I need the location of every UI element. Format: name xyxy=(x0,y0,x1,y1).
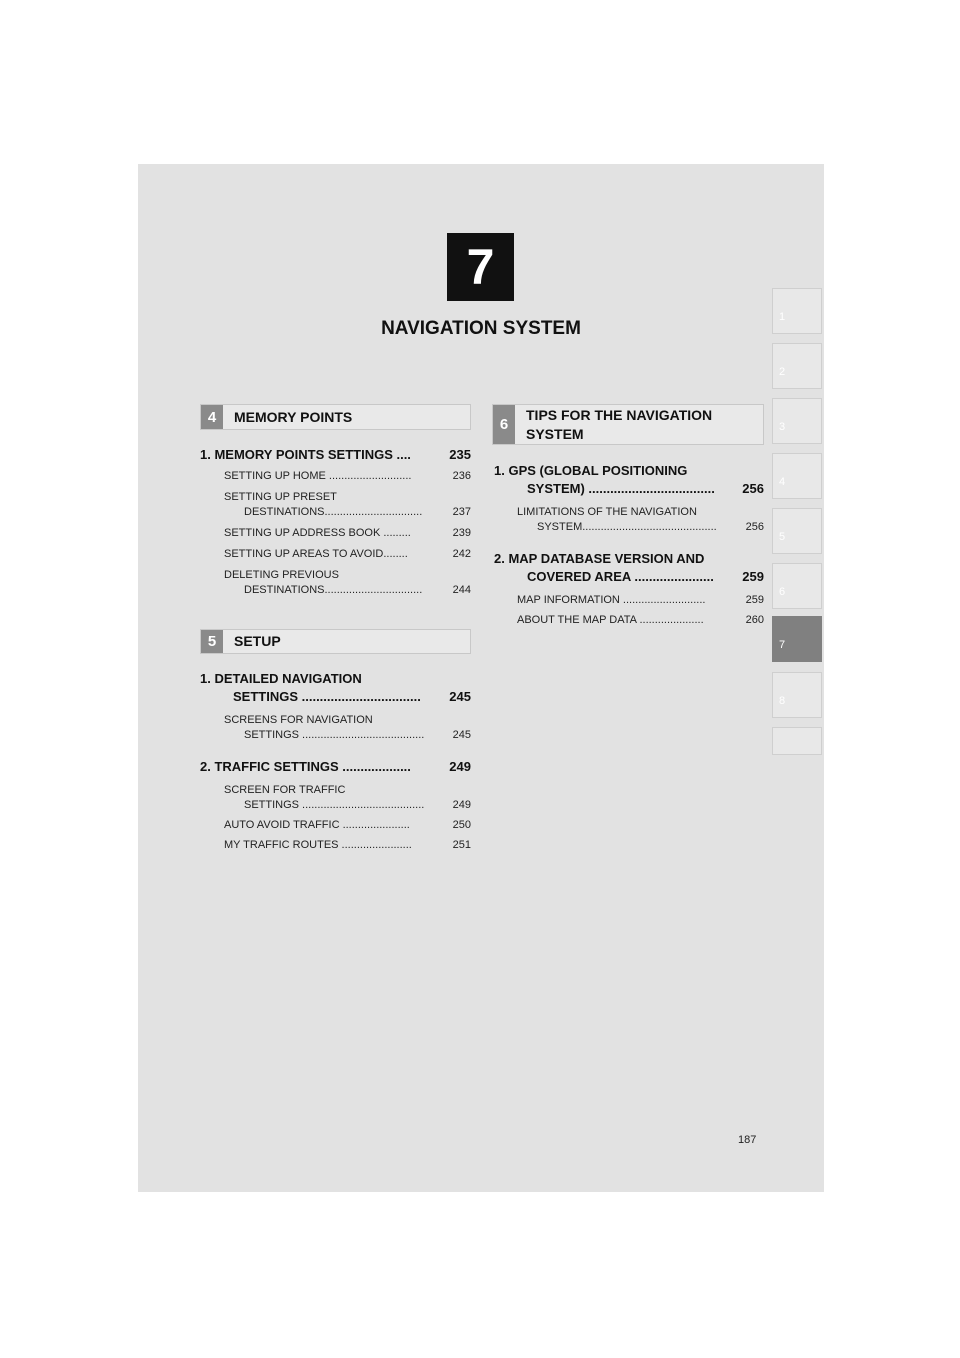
section-number: 6 xyxy=(493,405,515,444)
entry-page: 256 xyxy=(742,481,764,496)
toc-entry-sub[interactable] xyxy=(200,713,471,743)
toc-column-tips xyxy=(494,462,764,628)
toc-entry-sub[interactable] xyxy=(200,547,471,562)
toc-entry-sub[interactable] xyxy=(200,469,471,484)
entry-label: DESTINATIONS................................ xyxy=(244,584,423,596)
section-number: 5 xyxy=(201,630,223,653)
entry-page: 251 xyxy=(452,839,471,851)
toc-entry-sub[interactable] xyxy=(200,568,471,598)
section-header-tips xyxy=(492,404,764,445)
entry-label: SYSTEM) ................................... xyxy=(527,481,715,496)
tab-7[interactable]: 7 xyxy=(772,616,822,662)
entry-label: SCREENS FOR NAVIGATION xyxy=(224,714,373,726)
entry-label: 1. MEMORY POINTS SETTINGS .... xyxy=(200,447,411,462)
entry-label: 1. GPS (GLOBAL POSITIONING xyxy=(494,463,688,478)
entry-label: DESTINATIONS................................ xyxy=(244,506,423,518)
section-header-memory-points xyxy=(200,404,471,430)
section-title-line: TIPS FOR THE NAVIGATION xyxy=(526,406,713,423)
entry-page: 245 xyxy=(449,689,471,704)
entry-label: SCREEN FOR TRAFFIC xyxy=(224,784,346,796)
tab-5[interactable]: 5 xyxy=(772,508,822,554)
section-title-line: SYSTEM xyxy=(526,425,584,442)
entry-page: 239 xyxy=(452,527,471,539)
entry-label: SETTINGS ................................. xyxy=(233,689,421,704)
entry-page: 256 xyxy=(745,521,764,533)
toc-entry-main[interactable] xyxy=(494,462,764,498)
entry-label: SETTINGS ........................................ xyxy=(244,799,425,811)
entry-page: 259 xyxy=(745,594,764,606)
tab-4[interactable]: 4 xyxy=(772,453,822,499)
entry-label: SETTINGS ........................................ xyxy=(244,729,425,741)
entry-page: 259 xyxy=(742,569,764,584)
toc-entry-sub[interactable] xyxy=(494,593,764,608)
entry-page: 250 xyxy=(452,819,471,831)
toc-entry-sub[interactable] xyxy=(200,818,471,833)
toc-column-setup xyxy=(200,670,471,853)
entry-label: SETTING UP PRESET xyxy=(224,491,337,503)
entry-page: 245 xyxy=(452,729,471,741)
toc-entry-sub[interactable] xyxy=(494,613,764,628)
entry-page: 249 xyxy=(449,759,471,774)
entry-page: 235 xyxy=(449,447,471,462)
section-title: SETUP xyxy=(234,633,281,649)
entry-page: 237 xyxy=(452,506,471,518)
toc-entry-sub[interactable] xyxy=(200,783,471,813)
section-title: MEMORY POINTS xyxy=(234,408,353,425)
chapter-number-box: 7 xyxy=(447,233,514,301)
toc-column-memory-points xyxy=(200,446,471,598)
entry-page: 244 xyxy=(452,584,471,596)
entry-label: SETTING UP ADDRESS BOOK ......... xyxy=(224,527,411,539)
entry-label: SETTING UP AREAS TO AVOID........ xyxy=(224,548,408,560)
entry-label: MAP INFORMATION ........................... xyxy=(517,594,706,606)
page-number: 187 xyxy=(738,1134,757,1146)
section-header-setup xyxy=(200,629,471,654)
entry-label: 2. MAP DATABASE VERSION AND xyxy=(494,551,705,566)
entry-label: 1. DETAILED NAVIGATION xyxy=(200,671,362,686)
entry-page: 260 xyxy=(745,614,764,626)
entry-page: 236 xyxy=(452,470,471,482)
tab-2[interactable]: 2 xyxy=(772,343,822,389)
entry-label: DELETING PREVIOUS xyxy=(224,569,339,581)
toc-entry-main[interactable] xyxy=(200,446,471,464)
entry-label: COVERED AREA ...................... xyxy=(527,569,714,584)
toc-entry-sub[interactable] xyxy=(200,838,471,853)
tab-8[interactable]: 8 xyxy=(772,672,822,718)
tab-6[interactable]: 6 xyxy=(772,563,822,609)
tab-9[interactable] xyxy=(772,727,822,755)
toc-entry-main[interactable] xyxy=(494,550,764,586)
toc-entry-sub[interactable] xyxy=(200,526,471,541)
toc-entry-main[interactable] xyxy=(200,758,471,776)
entry-page: 242 xyxy=(452,548,471,560)
toc-entry-sub[interactable] xyxy=(200,490,471,520)
tab-3[interactable]: 3 xyxy=(772,398,822,444)
entry-label: SYSTEM............................................ xyxy=(537,521,717,533)
section-title xyxy=(526,405,712,444)
chapter-title: NAVIGATION SYSTEM xyxy=(381,318,581,339)
entry-label: MY TRAFFIC ROUTES ....................... xyxy=(224,839,412,851)
entry-label: ABOUT THE MAP DATA ..................... xyxy=(517,614,704,626)
entry-label: 2. TRAFFIC SETTINGS ................... xyxy=(200,759,411,774)
section-number: 4 xyxy=(201,405,223,429)
entry-label: AUTO AVOID TRAFFIC ...................... xyxy=(224,819,410,831)
toc-entry-main[interactable] xyxy=(200,670,471,706)
toc-entry-sub[interactable] xyxy=(494,505,764,535)
entry-label: LIMITATIONS OF THE NAVIGATION xyxy=(517,506,697,518)
entry-label: SETTING UP HOME ........................... xyxy=(224,470,412,482)
tab-1[interactable]: 1 xyxy=(772,288,822,334)
entry-page: 249 xyxy=(452,799,471,811)
